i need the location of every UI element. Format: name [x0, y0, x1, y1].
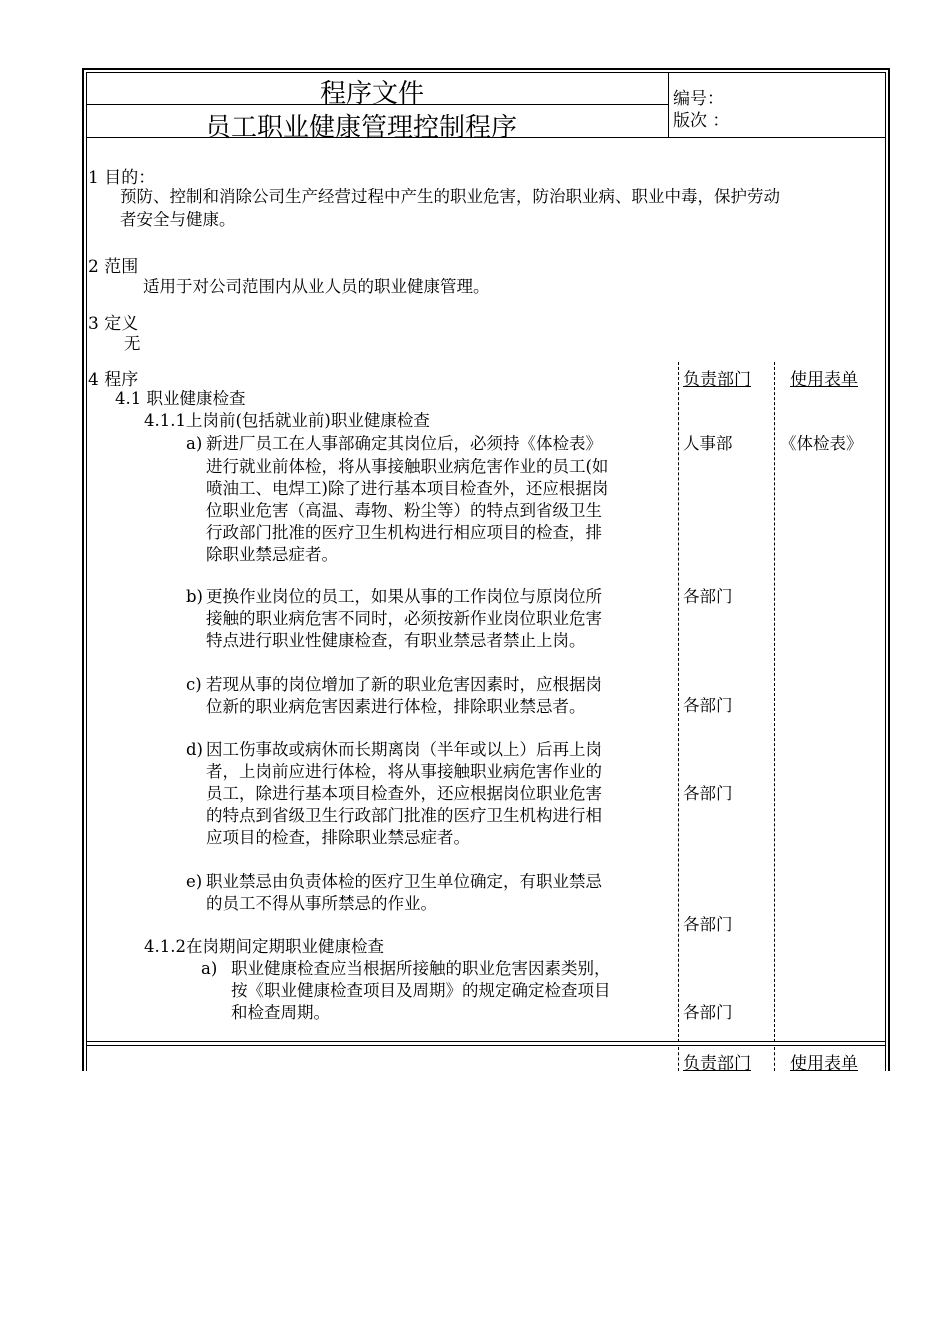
item-b-dept: 各部门: [683, 587, 733, 606]
item-a-line-6: 除职业禁忌症者。: [206, 545, 338, 564]
frame-left-inner: [86, 72, 87, 1071]
subsection-4-1-1: 4.1.1上岗前(包括就业前)职业健康检查: [144, 411, 430, 430]
section-1-line-2: 者安全与健康。: [120, 210, 236, 229]
section-3-heading: 3 定义: [88, 314, 139, 334]
section-1-heading: 1 目的：: [88, 168, 156, 188]
doc-number-label: 编号：: [673, 89, 724, 109]
item-d-line-2: 者，上岗前应进行体检，将从事接触职业病危害作业的: [206, 762, 602, 781]
item-c-mark: c): [186, 675, 202, 694]
item-b-line-3: 特点进行职业性健康检查，有职业禁忌者禁止上岗。: [206, 631, 586, 650]
item-a-line-1: 新进厂员工在人事部确定其岗位后，必须持《体检表》: [206, 434, 602, 453]
item-d-line-1: 因工伤事故或病休而长期离岗（半年或以上）后再上岗: [206, 740, 602, 759]
subsection-4-1: 4.1 职业健康检查: [115, 389, 246, 408]
item-d-line-3: 员工，除进行基本项目检查外，还应根据岗位职业危害: [206, 784, 602, 803]
item-a-line-2: 进行就业前体检，将从事接触职业病危害作业的员工(如: [206, 457, 609, 476]
item-412a-line-2: 按《职业健康检查项目及周期》的规定确定检查项目: [231, 981, 611, 1000]
item-c-line-2: 位新的职业病危害因素进行体检，排除职业禁忌者。: [206, 697, 586, 716]
item-a-mark: a): [186, 434, 203, 453]
page-break-line-2: [86, 1045, 886, 1046]
footer-column-header-form: 使用表单: [790, 1054, 858, 1074]
item-412a-dept: 各部门: [683, 1003, 733, 1022]
item-d-line-5: 应项目的检查，排除职业禁忌症者。: [206, 828, 470, 847]
section-3-text: 无: [124, 334, 141, 353]
item-e-line-2: 的员工不得从事所禁忌的作业。: [206, 894, 437, 913]
frame-right-inner: [885, 72, 886, 1071]
item-412a-mark: a): [201, 959, 218, 978]
item-412a-line-3: 和检查周期。: [231, 1003, 330, 1022]
section-1-line-1: 预防、控制和消除公司生产经营过程中产生的职业危害，防治职业病、职业中毒，保护劳动: [120, 187, 780, 206]
item-a-form: 《体检表》: [780, 434, 863, 453]
item-d-mark: d): [186, 740, 203, 759]
column-header-dept: 负责部门: [683, 370, 751, 390]
doc-title: 员工职业健康管理控制程序: [205, 113, 518, 143]
frame-top-inner: [86, 72, 886, 73]
item-e-line-1: 职业禁忌由负责体检的医疗卫生单位确定，有职业禁忌: [206, 872, 602, 891]
doc-version-label: 版次 ：: [673, 111, 730, 131]
item-b-line-2: 接触的职业病危害不同时，必须按新作业岗位职业危害: [206, 609, 602, 628]
item-c-dept: 各部门: [683, 696, 733, 715]
page-break-line-1: [86, 1041, 886, 1042]
item-e-dept: 各部门: [683, 915, 733, 934]
form-column-divider: [774, 362, 775, 1042]
item-a-line-3: 喷油工、电焊工)除了进行基本项目检查外，还应根据岗: [206, 479, 609, 498]
item-b-mark: b): [186, 587, 203, 606]
item-c-line-1: 若现从事的岗位增加了新的职业危害因素时，应根据岗: [206, 675, 602, 694]
item-a-line-5: 行政部门批准的医疗卫生机构进行相应项目的检查，排: [206, 523, 602, 542]
section-2-text: 适用于对公司范围内从业人员的职业健康管理。: [143, 277, 490, 296]
doc-type-title: 程序文件: [320, 79, 425, 109]
item-e-mark: e): [186, 872, 203, 891]
form-column-divider-footer: [774, 1047, 775, 1071]
footer-column-header-dept: 负责部门: [683, 1054, 751, 1074]
header-divider-vertical: [668, 72, 669, 138]
dept-column-divider-footer: [678, 1047, 679, 1071]
dept-column-divider: [678, 362, 679, 1042]
frame-top-outer: [82, 68, 890, 70]
subsection-4-1-2: 4.1.2在岗期间定期职业健康检查: [144, 937, 384, 956]
frame-left-outer: [82, 68, 84, 1071]
item-d-line-4: 的特点到省级卫生行政部门批准的医疗卫生机构进行相: [206, 806, 602, 825]
section-4-heading: 4 程序: [88, 370, 139, 390]
frame-right-outer: [888, 68, 890, 1071]
item-412a-line-1: 职业健康检查应当根据所接触的职业危害因素类别，: [231, 959, 611, 978]
section-2-heading: 2 范围: [88, 257, 139, 277]
item-a-dept: 人事部: [683, 434, 733, 453]
item-b-line-1: 更换作业岗位的员工，如果从事的工作岗位与原岗位所: [206, 587, 602, 606]
item-d-dept: 各部门: [683, 784, 733, 803]
column-header-form: 使用表单: [790, 370, 858, 390]
item-a-line-4: 位职业危害（高温、毒物、粉尘等）的特点到省级卫生: [206, 501, 602, 520]
